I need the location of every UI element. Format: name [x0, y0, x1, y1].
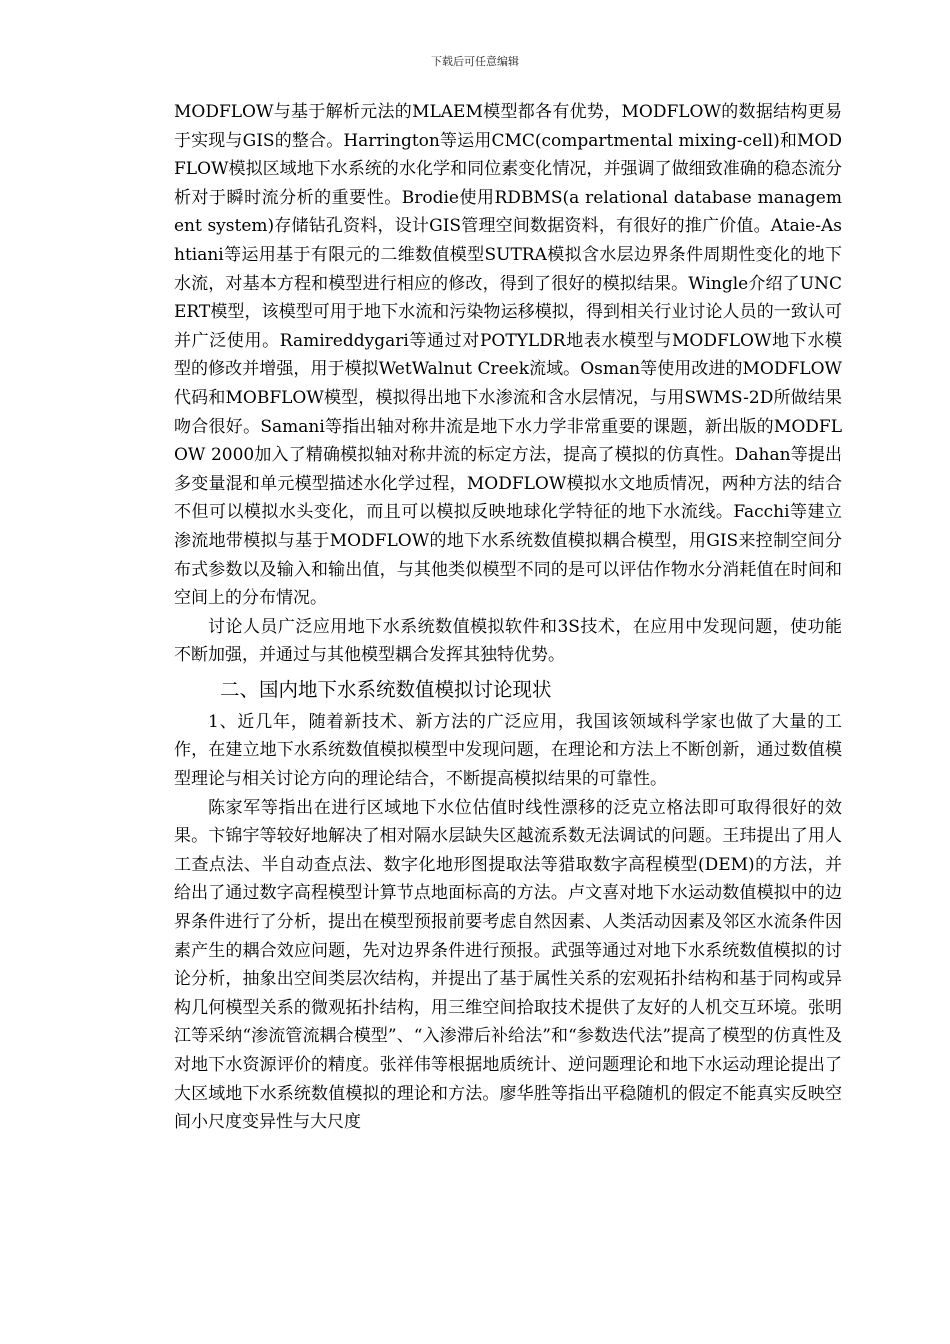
paragraph-domestic-intro: 1、近几年，随着新技术、新方法的广泛应用，我国该领域科学家也做了大量的工作，在建立地下水系统数值模拟模型中发现问题，在理论和方法上不断创新，通过数值模型理论与相关讨论方向的理论结合，不断提高模拟结果的可靠性。: [174, 711, 842, 790]
paragraph-domestic-research: 陈家军等指出在进行区域地下水位估值时线性漂移的泛克立格法即可取得很好的效果。卞锦宇等较好地解决了相对隔水层缺失区越流系数无法调试的问题。王玮提出了用人工查点法、半自动查点法、数字化地形图提取法等猎取数字高程模型(DEM)的方法，并给出了通过数字高程模型计算节点地面标高的方法。卢文喜对地下水运动数值模拟中的边界条件进行了分析，提出在模型预报前要考虑自然因素、人类活动因素及邻区水流条件因素产生的耦合效应问题，先对边界条件进行预报。武强等通过对地下水系统数值模拟的讨论分析，抽象出空间类层次结构，并提出了基于属性关系的宏观拓扑结构和基于同构或异构几何模型关系的微观拓扑结构，用三维空间拾取技术提供了友好的人机交互环境。张明江等采纳“渗流管流耦合模型”、“入渗滞后补给法”和“参数迭代法”提高了模型的仿真性及对地下水资源评价的精度。张祥伟等根据地质统计、逆问题理论和地下水运动理论提出了大区域地下水系统数值模拟的理论和方法。廖华胜等指出平稳随机的假定不能真实反映空间小尺度变异性与大尺度: [174, 797, 842, 1133]
page-header: 下载后可任意编辑: [431, 55, 519, 68]
paragraph-summary: 讨论人员广泛应用地下水系统数值模拟软件和3S技术，在应用中发现问题，使功能不断加强，并通过与其他模型耦合发挥其独特优势。: [174, 616, 842, 666]
section-heading-domestic: 二、国内地下水系统数值模拟讨论现状: [220, 677, 552, 701]
paragraph-foreign-research: MODFLOW与基于解析元法的MLAEM模型都各有优势，MODFLOW的数据结构更易于实现与GIS的整合。Harrington等运用CMC(compartmental mixing-cell)和MODFLOW模拟区域地下水系统的水化学和同位素变化情况，并强调了做细致准确的稳态流分析对于瞬时流分析的重要性。Brodie使用RDBMS(a relational database management system)存储钻孔资料，设计GIS管理空间数据资料，有很好的推广价值。Ataie-Ashtiani等运用基于有限元的二维数值模型SUTRA模拟含水层边界条件周期性变化的地下水流，对基本方程和模型进行相应的修改，得到了很好的模拟结果。Wingle介绍了UNCERT模型，该模型可用于地下水流和污染物运移模拟，得到相关行业讨论人员的一致认可并广泛使用。Ramireddygari等通过对POTYLDR地表水模型与MODFLOW地下水模型的修改并增强，用于模拟WetWalnut Creek流域。Osman等使用改进的MODFLOW代码和MOBFLOW模型，模拟得出地下水渗流和含水层情况，与用SWMS-2D所做结果吻合很好。Samani等指出轴对称井流是地下水力学非常重要的课题，新出版的MODFLOW 2000加入了精确模拟轴对称井流的标定方法，提高了模拟的仿真性。Dahan等提出多变量混和单元模型描述水化学过程，MODFLOW模拟水文地质情况，两种方法的结合不但可以模拟水头变化，而且可以模拟反映地球化学特征的地下水流线。Facchi等建立渗流地带模拟与基于MODFLOW的地下水系统数值模拟耦合模型，用GIS来控制空间分布式参数以及输入和输出值，与其他类似模型不同的是可以评估作物水分消耗值在时间和空间上的分布情况。: [174, 102, 842, 609]
document-body: [174, 98, 842, 1137]
